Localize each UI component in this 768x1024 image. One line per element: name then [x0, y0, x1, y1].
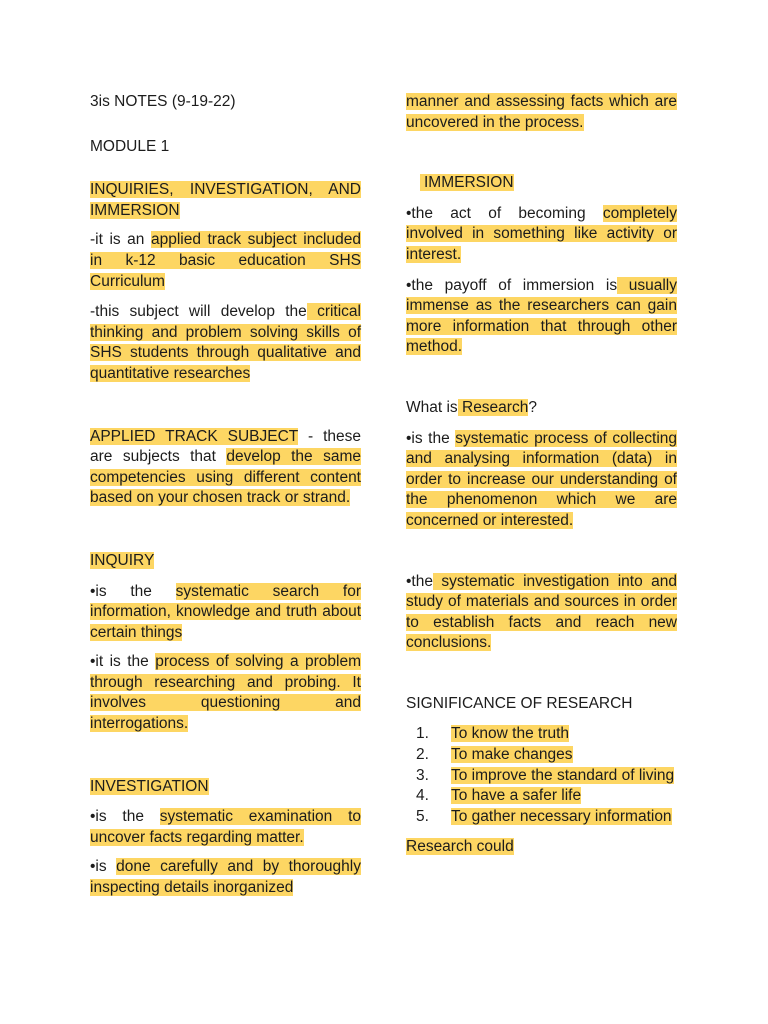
section-heading-inquiries	[90, 180, 361, 221]
section-heading-investigation	[90, 777, 361, 798]
text-run: ?	[528, 398, 537, 416]
section-heading-inquiry	[90, 551, 361, 572]
list-item-text: To know the truth	[451, 725, 570, 743]
highlighted-text: systematic examination to uncover facts regarding matter.	[90, 808, 362, 846]
paragraph-applied-track	[90, 230, 361, 292]
list-number: 5.	[416, 807, 429, 825]
text-run: •is the	[406, 429, 456, 447]
list-item-text: To gather necessary information	[451, 807, 672, 825]
list-number: 4.	[416, 787, 429, 805]
highlighted-term: Research	[457, 398, 529, 416]
highlighted-text: systematic process of collecting and analysing information (data) in order to increase our understanding of the phenomenon which we are concerned or interested.	[406, 429, 678, 529]
heading-text: INQUIRIES, INVESTIGATION, AND IMMERSION	[90, 181, 361, 219]
highlighted-text: usually immense as the researchers can gain more information that through other method.	[406, 276, 678, 356]
text-run: •is the	[90, 582, 176, 600]
research-bullet-1	[406, 429, 677, 532]
continued-paragraph	[406, 92, 677, 133]
list-number: 3.	[416, 766, 429, 784]
right-column	[406, 92, 677, 858]
text-run: •is	[90, 858, 117, 876]
list-item-text: To have a safer life	[451, 787, 582, 805]
highlighted-text: completely involved in something like activity or interest.	[406, 204, 677, 263]
highlighted-text: Research could	[406, 838, 514, 856]
research-bullet-2	[406, 572, 677, 654]
left-column	[90, 92, 361, 899]
section-heading-significance: SIGNIFICANCE OF RESEARCH	[406, 694, 633, 712]
investigation-bullet-2	[90, 857, 361, 898]
list-item-text: To make changes	[451, 746, 573, 764]
paragraph-applied-track-subject	[90, 427, 361, 509]
immersion-bullet-2	[406, 276, 677, 358]
highlighted-text: process of solving a problem through researching and probing. It involves questioning and interrogations.	[90, 653, 362, 733]
text-run: •is the	[90, 808, 160, 826]
text-run: •it is the	[90, 653, 156, 671]
text-run: •the act of becoming	[406, 204, 603, 222]
list-item	[416, 745, 677, 766]
list-item-text: To improve the standard of living	[451, 766, 675, 784]
highlighted-text: manner and assessing facts which are uncovered in the process.	[406, 93, 677, 131]
list-item	[416, 766, 677, 787]
highlighted-term: APPLIED TRACK SUBJECT	[90, 427, 298, 445]
highlighted-text: done carefully and by thoroughly inspecting details inorganized	[90, 858, 361, 897]
closing-text	[406, 837, 677, 858]
text-run: - these are subjects that	[90, 427, 361, 466]
notes-title: 3is NOTES (9-19-22)	[90, 93, 236, 110]
immersion-bullet-1	[406, 204, 677, 266]
research-question	[406, 398, 677, 419]
paragraph-develop-skills	[90, 302, 361, 384]
highlighted-text: develop the same competencies using different content based on your chosen track or strand.	[90, 448, 362, 507]
list-item	[416, 786, 677, 807]
highlighted-text: applied track subject included in k-12 basic education SHS Curriculum	[90, 231, 361, 290]
list-item	[416, 724, 677, 745]
heading-text: IMMERSION	[420, 174, 514, 191]
text-run: -this subject will develop the	[90, 303, 307, 321]
list-item	[416, 807, 677, 828]
investigation-bullet-1	[90, 807, 361, 848]
inquiry-bullet-2	[90, 652, 361, 734]
inquiry-bullet-1	[90, 582, 361, 644]
significance-list	[406, 724, 677, 827]
text-run: What is	[406, 398, 458, 416]
text-run: •the	[406, 572, 433, 590]
highlighted-text: critical thinking and problem solving skills of SHS students through qualitative and quantitative researches	[90, 303, 361, 382]
section-heading-immersion	[406, 173, 677, 194]
heading-text: INVESTIGATION	[90, 777, 209, 795]
highlighted-text: systematic search for information, knowledge and truth about certain things	[90, 582, 361, 641]
text-run: -it is an	[90, 231, 151, 249]
highlighted-text: systematic investigation into and study of materials and sources in order to establish facts and reach new conclusions.	[406, 572, 677, 652]
list-number: 2.	[416, 746, 429, 764]
list-number: 1.	[416, 725, 429, 743]
module-label: MODULE 1	[90, 137, 170, 155]
text-run: •the payoff of immersion is	[406, 276, 618, 294]
heading-text: INQUIRY	[90, 551, 155, 569]
